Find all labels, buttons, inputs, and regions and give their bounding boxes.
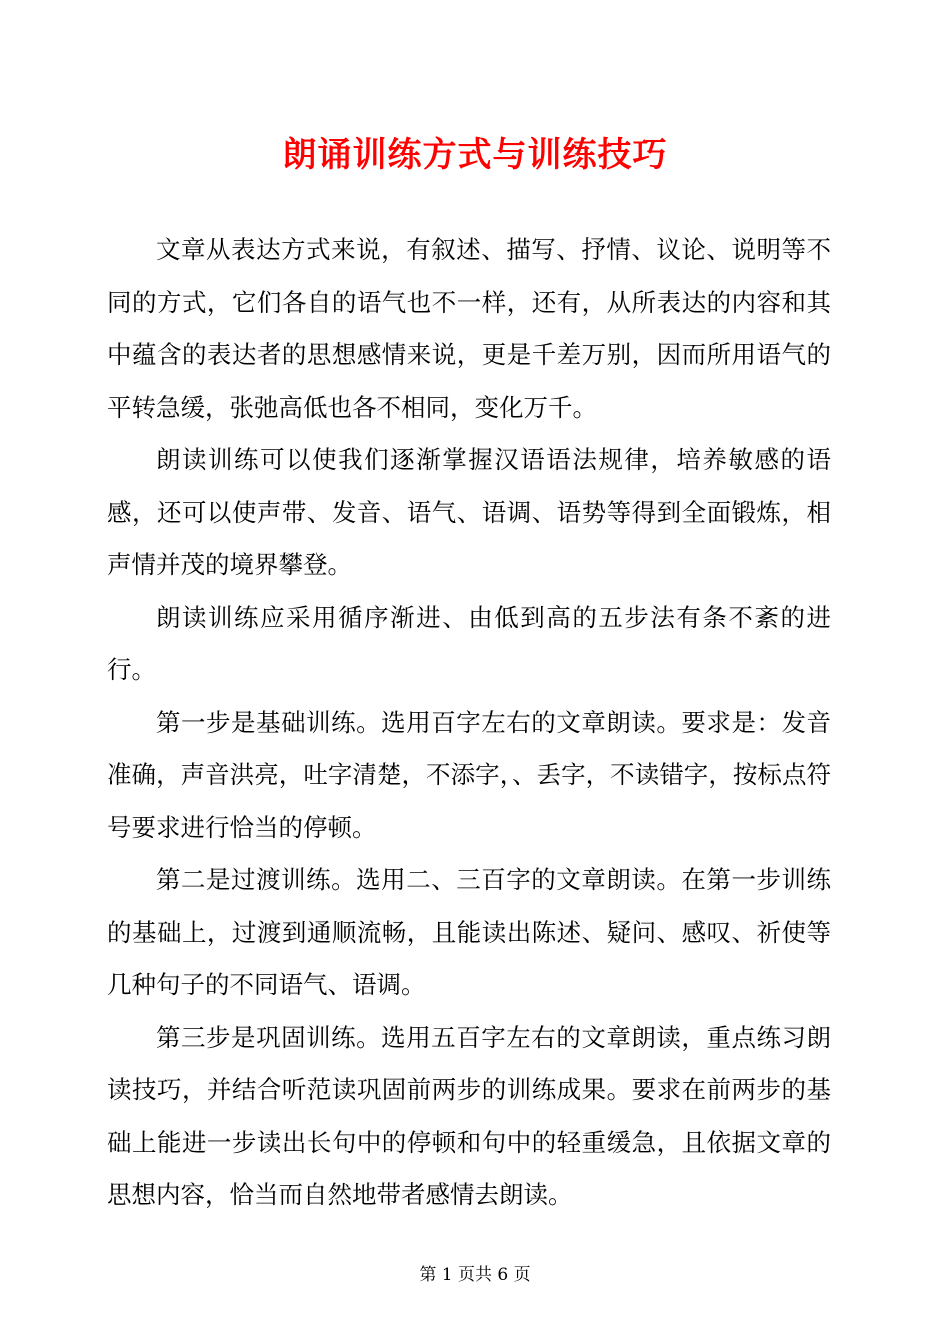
page-footer: 第 1 页共 6 页 xyxy=(419,1265,531,1285)
paragraph-2: 朗读训练可以使我们逐渐掌握汉语语法规律，培养敏感的语感，还可以使声带、发音、语气、语调、语势等得到全面锻炼，相声情并茂的境界攀登。 xyxy=(107,445,831,579)
paragraph-5: 第二是过渡训练。选用二、三百字的文章朗读。在第一步训练的基础上，过渡到通顺流畅，且能读出陈述、疑问、感叹、祈使等几种句子的不同语气、语调。 xyxy=(107,865,831,999)
document-body xyxy=(107,224,831,1222)
paragraph-3: 朗读训练应采用循序渐进、由低到高的五步法有条不紊的进行。 xyxy=(107,602,831,684)
page-title: 朗诵训练方式与训练技巧 xyxy=(282,134,668,175)
paragraph-1: 文章从表达方式来说，有叙述、描写、抒情、议论、说明等不同的方式，它们各自的语气也不一样，还有，从所表达的内容和其中蕴含的表达者的思想感情来说，更是千差万别，因而所用语气的平转急缓，张弛高低也各不相同，变化万千。 xyxy=(107,235,831,422)
paragraph-6: 第三步是巩固训练。选用五百字左右的文章朗读，重点练习朗读技巧，并结合听范读巩固前两步的训练成果。要求在前两步的基础上能进一步读出长句中的停顿和句中的轻重缓急，且依据文章的思想内容，恰当而自然地带者感情去朗读。 xyxy=(107,1022,831,1209)
paragraph-4: 第一步是基础训练。选用百字左右的文章朗读。要求是：发音准确，声音洪亮，吐字清楚，不添字，、丢字，不读错字，按标点符号要求进行恰当的停顿。 xyxy=(107,707,831,842)
